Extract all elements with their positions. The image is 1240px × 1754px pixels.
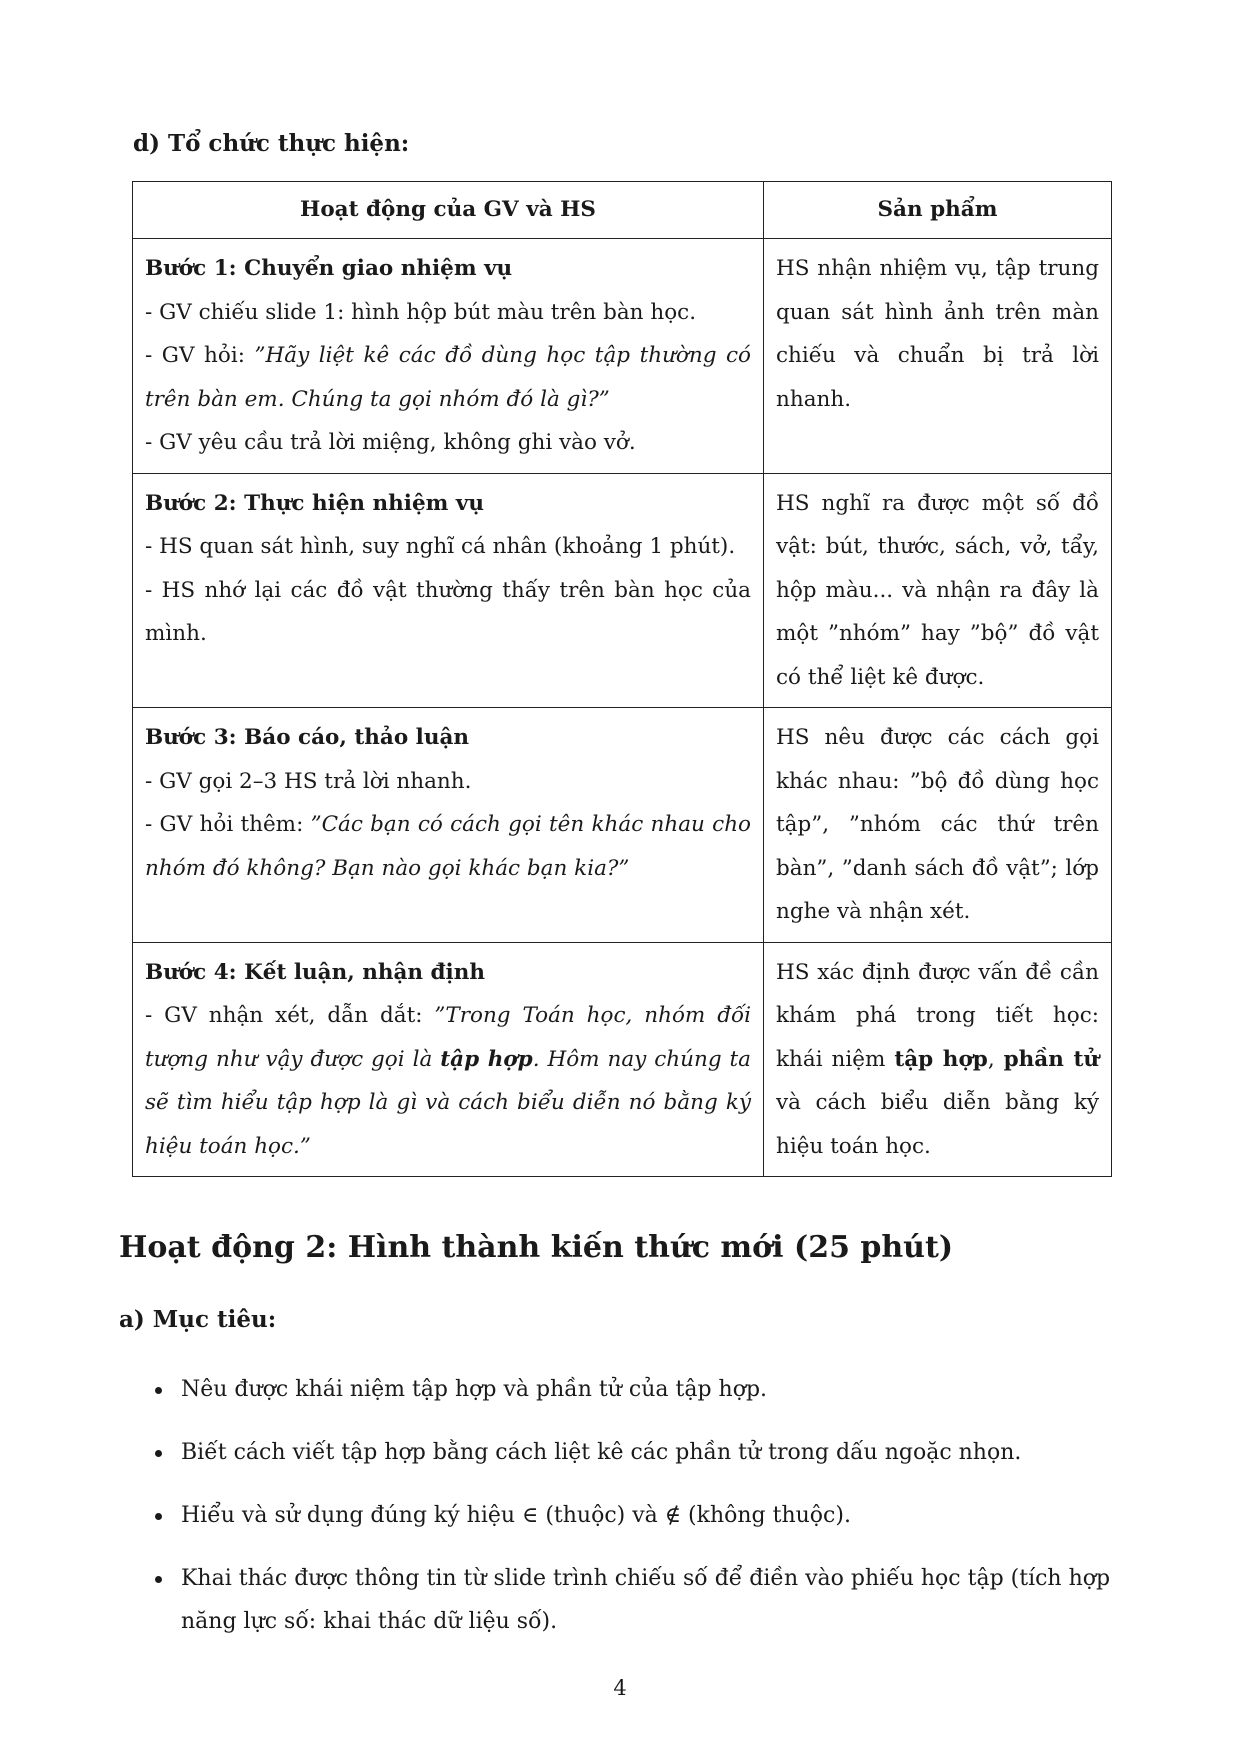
product-text-a: HS xác định được vấn đề cần khám phá trong tiết học: khái niệm (776, 959, 1099, 1072)
keyword-set: tập hợp (894, 1046, 988, 1072)
step-line-prefix: - GV nhận xét, dẫn dắt: (145, 1003, 435, 1028)
header-product: Sản phẩm (764, 182, 1112, 239)
table-header-row (133, 182, 1112, 239)
activity-cell (133, 239, 764, 474)
step-line: - GV gọi 2–3 HS trả lời nhanh. (145, 768, 472, 794)
step-line: - HS nhớ lại các đồ vật thường thấy trên bàn học của mình. (145, 577, 751, 646)
table-row (133, 708, 1112, 943)
conclusion-text-b: . Hôm nay chúng ta sẽ tìm hiểu tập hợp là gì và cách biểu diễn nó bằng ký hiệu toán học.” (145, 1046, 751, 1159)
step-line: - GV chiếu slide 1: hình hộp bút màu trên bàn học. (145, 299, 697, 325)
product-text-sep: , (987, 1046, 1004, 1072)
objectives-list (150, 1368, 1140, 1663)
product-cell: HS nghĩ ra được một số đồ vật: bút, thước, sách, vở, tẩy, hộp màu... và nhận ra đây là một ”nhóm” hay ”bộ” đồ vật có thể liệt kê được. (764, 473, 1112, 708)
section-label: d) Tổ chức thực hiện: (133, 130, 410, 157)
list-item: Khai thác được thông tin từ slide trình chiếu số để điền vào phiếu học tập (tích hợp năng lực số: khai thác dữ liệu số). (150, 1557, 1140, 1643)
activity-cell (133, 942, 764, 1177)
list-item: Hiểu và sử dụng đúng ký hiệu ∈ (thuộc) và ∉ (không thuộc). (150, 1494, 1140, 1537)
header-teacher-student: Hoạt động của GV và HS (133, 182, 764, 239)
table-row (133, 239, 1112, 474)
list-item: Biết cách viết tập hợp bằng cách liệt kê các phần tử trong dấu ngoặc nhọn. (150, 1431, 1140, 1474)
step-line (145, 334, 751, 421)
activity-table (132, 181, 1112, 1177)
keyword-set: tập hợp (440, 1046, 533, 1072)
keyword-element: phần tử (1003, 1046, 1100, 1072)
step-line: - GV yêu cầu trả lời miệng, không ghi vào vở. (145, 430, 636, 455)
product-text-d: và cách biểu diễn bằng ký hiệu toán học. (776, 1090, 1099, 1159)
step-line (145, 803, 751, 890)
table-row (133, 473, 1112, 708)
teacher-question: ”Hãy liệt kê các đồ dùng học tập thường có trên bàn em. Chúng ta gọi nhóm đó là gì?” (145, 343, 751, 412)
step-title: Bước 3: Báo cáo, thảo luận (145, 725, 470, 750)
objectives-label: a) Mục tiêu: (119, 1306, 277, 1333)
step-line: - HS quan sát hình, suy nghĩ cá nhân (khoảng 1 phút). (145, 534, 736, 559)
activity-cell (133, 473, 764, 708)
teacher-question: ”Các bạn có cách gọi tên khác nhau cho nhóm đó không? Bạn nào gọi khác bạn kia?” (145, 812, 752, 881)
step-line-prefix: - GV hỏi: (145, 343, 255, 368)
step-line-prefix: - GV hỏi thêm: (145, 812, 311, 837)
step-line (145, 994, 751, 1168)
product-cell: HS nêu được các cách gọi khác nhau: ”bộ đồ dùng học tập”, ”nhóm các thứ trên bàn”, ”danh sách đồ vật”; lớp nghe và nhận xét. (764, 708, 1112, 943)
activity-cell (133, 708, 764, 943)
product-cell (764, 942, 1112, 1177)
step-title: Bước 1: Chuyển giao nhiệm vụ (145, 256, 513, 281)
step-title: Bước 2: Thực hiện nhiệm vụ (145, 490, 485, 516)
table-row (133, 942, 1112, 1177)
list-item: Nêu được khái niệm tập hợp và phần tử của tập hợp. (150, 1368, 1140, 1411)
product-cell: HS nhận nhiệm vụ, tập trung quan sát hình ảnh trên màn chiếu và chuẩn bị trả lời nhanh. (764, 239, 1112, 474)
page-number: 4 (613, 1676, 627, 1700)
activity-heading: Hoạt động 2: Hình thành kiến thức mới (25 phút) (119, 1230, 954, 1265)
step-title: Bước 4: Kết luận, nhận định (145, 959, 485, 985)
conclusion-text-a: ”Trong Toán học, nhóm đối tượng như vậy được gọi là (145, 1003, 752, 1072)
